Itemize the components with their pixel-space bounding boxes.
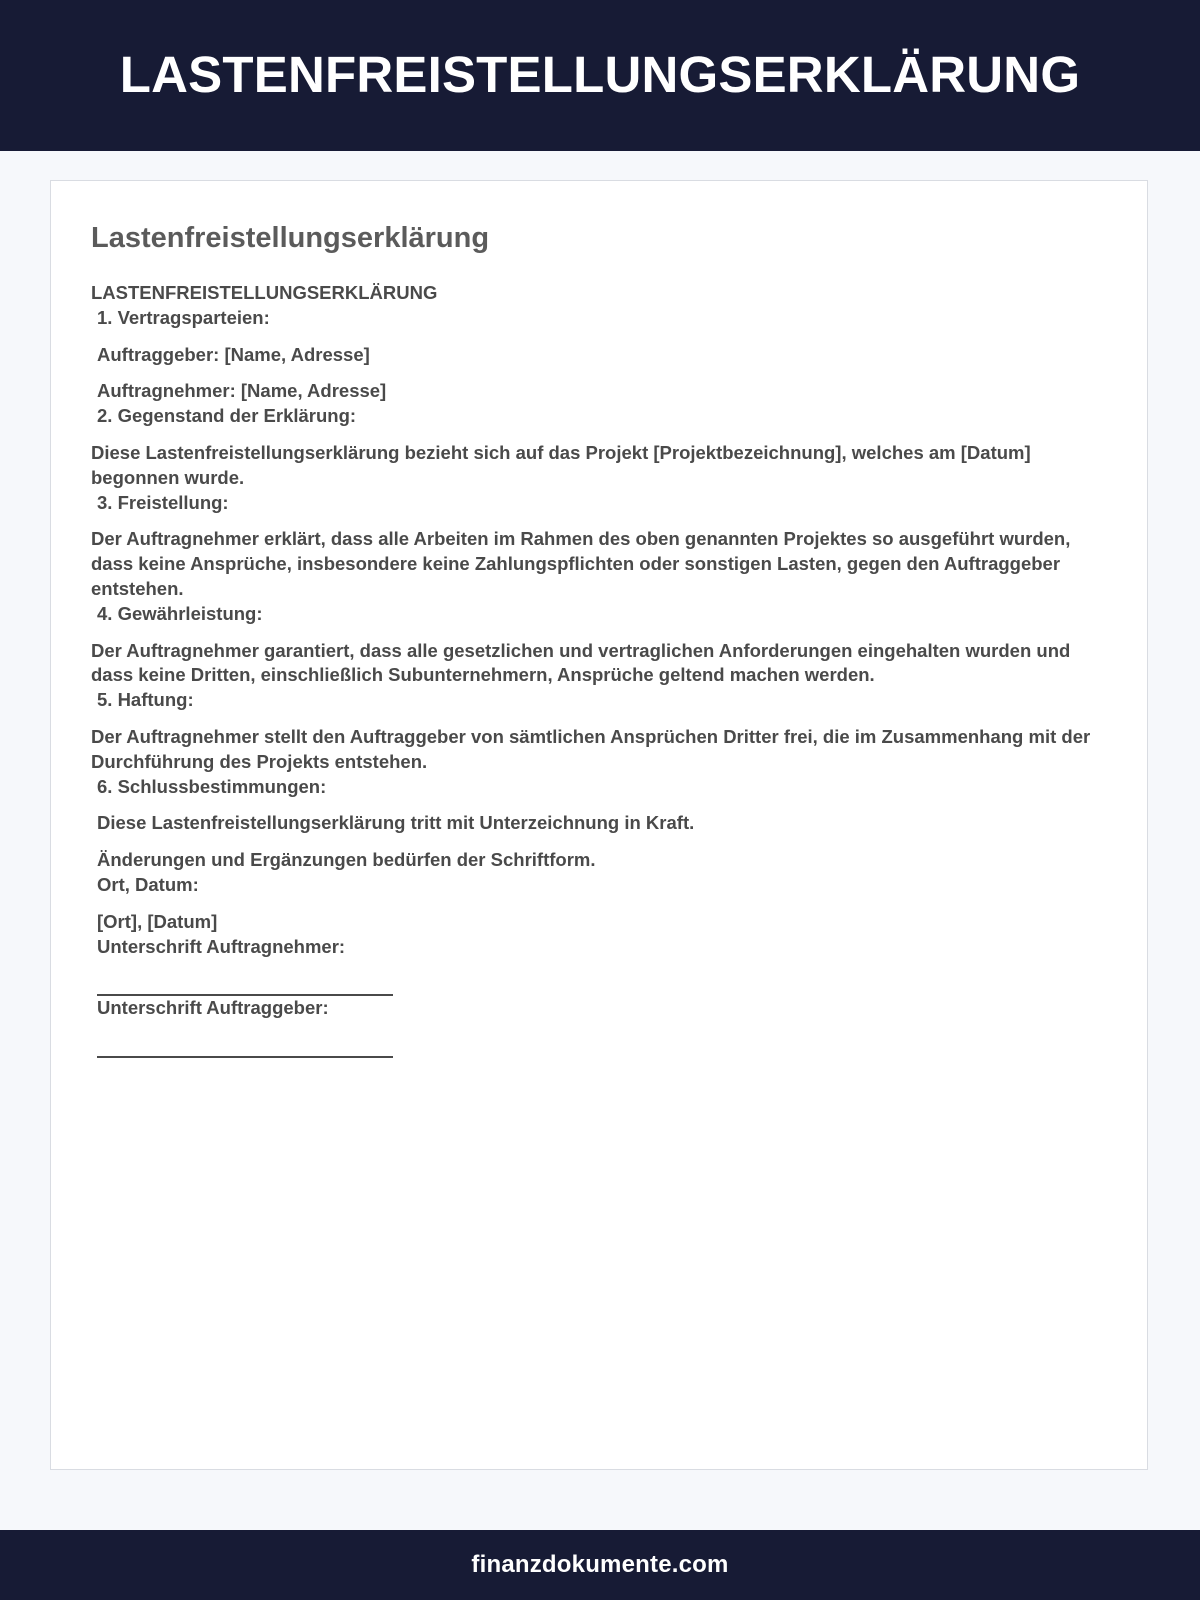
place-date-label: Ort, Datum:	[97, 873, 199, 895]
section-title-liability: 5. Haftung:	[97, 689, 194, 711]
contractor-line: Auftragnehmer: [Name, Adresse]	[97, 380, 387, 402]
section-title-final-provisions: 6. Schlussbestimmungen:	[97, 775, 327, 797]
final-provision-effective: Diese Lastenfreistellungserklärung tritt mit Unterzeichnung in Kraft.	[97, 812, 695, 834]
document-caption: LASTENFREISTELLUNGSERKLÄRUNG	[91, 282, 438, 303]
section-title-release: 3. Freistellung:	[97, 491, 229, 513]
final-provision-written-form: Änderungen und Ergänzungen bedürfen der Schriftform.	[97, 849, 596, 871]
footer-site: finanzdokumente.com	[471, 1551, 729, 1578]
warranty-text: Der Auftragnehmer garantiert, dass alle gesetzlichen und vertraglichen Anforderungen eingehalten wurden und dass keine Dritten, einschließlich Subunternehmern, Ansprüche geltend machen werden.	[91, 639, 1071, 686]
release-text: Der Auftragnehmer erklärt, dass alle Arbeiten im Rahmen des oben genannten Projektes so ausgeführt wurden, dass keine Ansprüche, insbesondere keine Zahlungspflichten oder sonstigen Lasten, gegen den Auftraggeber entstehen.	[91, 528, 1071, 599]
document-heading: Lastenfreistellungserklärung	[91, 222, 490, 254]
top-banner	[0, 0, 1200, 151]
document-body	[91, 281, 1091, 1058]
section-title-warranty: 4. Gewährleistung:	[97, 602, 263, 624]
client-line: Auftraggeber: [Name, Adresse]	[97, 343, 370, 365]
place-date-value: [Ort], [Datum]	[97, 910, 218, 932]
client-signature-line	[97, 1056, 393, 1058]
liability-text: Der Auftragnehmer stellt den Auftraggeber von sämtlichen Ansprüchen Dritter frei, die im Zusammenhang mit der Durchführung des Projekts entstehen.	[91, 725, 1091, 772]
section-title-subject: 2. Gegenstand der Erklärung:	[97, 405, 357, 427]
bottom-banner	[0, 1530, 1200, 1600]
contractor-signature-label: Unterschrift Auftragnehmer:	[97, 935, 346, 957]
banner-title: LASTENFREISTELLUNGSERKLÄRUNG	[119, 46, 1081, 103]
section-title-parties: 1. Vertragsparteien:	[97, 306, 270, 328]
subject-text: Diese Lastenfreistellungserklärung bezieht sich auf das Projekt [Projektbezeichnung], welches am [Datum] begonnen wurde.	[91, 441, 1031, 488]
client-signature-label: Unterschrift Auftraggeber:	[97, 997, 329, 1019]
document-card	[50, 180, 1148, 1470]
